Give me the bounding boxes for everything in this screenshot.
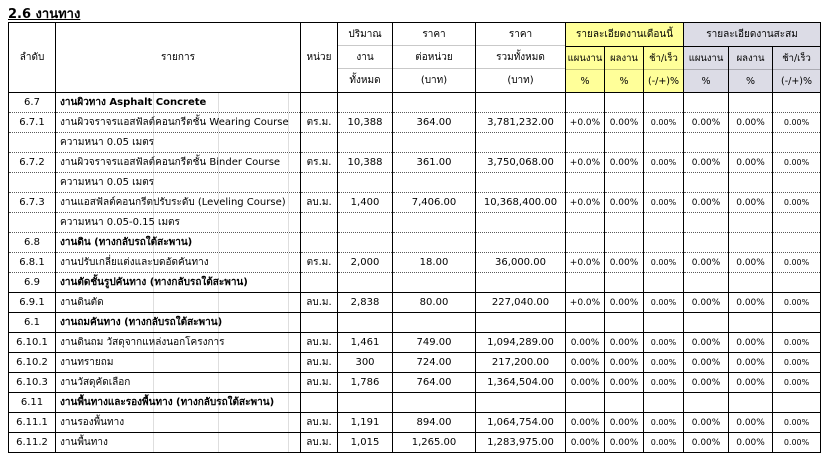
- table-row: [9, 433, 821, 453]
- cell-unit-price: 1,265.00: [393, 433, 476, 453]
- cell-item: งานดิน (ทางกลับรถใต้สะพาน): [56, 233, 301, 253]
- cell-monthly-variance-pct: 0.00%: [644, 293, 684, 313]
- cell-cumulative-actual-pct: [729, 133, 773, 153]
- cell-monthly-variance-pct: 0.00%: [644, 353, 684, 373]
- cell-unit-price: [393, 213, 476, 233]
- cell-no: [9, 133, 56, 153]
- header-monthly-variance: ช้า/เร็ว (-/+)%: [644, 47, 684, 93]
- header-unit-price: ราคา ต่อหน่วย (บาท): [393, 23, 476, 93]
- cell-unit-price: [393, 133, 476, 153]
- cell-cumulative-variance-pct: [773, 133, 821, 153]
- cell-unit-price: 894.00: [393, 413, 476, 433]
- cell-monthly-actual-pct: [605, 213, 644, 233]
- cell-cumulative-plan-pct: [684, 93, 729, 113]
- cell-unit: ตร.ม.: [301, 113, 338, 133]
- table-row: [9, 193, 821, 213]
- cell-item: ความหนา 0.05 เมตร: [56, 133, 301, 153]
- cell-unit: ลบ.ม.: [301, 293, 338, 313]
- cell-unit: [301, 133, 338, 153]
- cell-monthly-actual-pct: [605, 313, 644, 333]
- cell-monthly-plan-pct: [566, 233, 605, 253]
- cell-unit: [301, 173, 338, 193]
- cell-monthly-actual-pct: 0.00%: [605, 193, 644, 213]
- cell-cumulative-plan-pct: 0.00%: [684, 113, 729, 133]
- cell-monthly-actual-pct: [605, 173, 644, 193]
- cell-item: งานแอสฟัลต์คอนกรีตปรับระดับ (Leveling Course): [56, 193, 301, 213]
- cell-cumulative-plan-pct: 0.00%: [684, 193, 729, 213]
- cell-item: งานดินตัด: [56, 293, 301, 313]
- cell-total-price: [476, 173, 566, 193]
- cell-monthly-variance-pct: [644, 313, 684, 333]
- cell-cumulative-actual-pct: 0.00%: [729, 413, 773, 433]
- cell-unit-price: [393, 93, 476, 113]
- cell-no: 6.10.3: [9, 373, 56, 393]
- cell-cumulative-actual-pct: 0.00%: [729, 153, 773, 173]
- cell-unit-price: [393, 273, 476, 293]
- cell-item: งานตัดชั้นรูปคันทาง (ทางกลับรถใต้สะพาน): [56, 273, 301, 293]
- cell-item: งานพื้นทางและรองพื้นทาง (ทางกลับรถใต้สะพาน): [56, 393, 301, 413]
- cell-monthly-actual-pct: 0.00%: [605, 353, 644, 373]
- cell-cumulative-variance-pct: 0.00%: [773, 193, 821, 213]
- header-unit: หน่วย: [301, 23, 338, 93]
- cell-cumulative-actual-pct: [729, 313, 773, 333]
- cell-total-price: [476, 273, 566, 293]
- cell-quantity: 300: [338, 353, 393, 373]
- cell-monthly-variance-pct: [644, 133, 684, 153]
- cell-total-price: [476, 213, 566, 233]
- table-row: [9, 313, 821, 333]
- cell-cumulative-actual-pct: 0.00%: [729, 333, 773, 353]
- cell-no: [9, 213, 56, 233]
- cell-monthly-plan-pct: +0.0%: [566, 253, 605, 273]
- cell-item: งานทรายถม: [56, 353, 301, 373]
- cell-cumulative-variance-pct: 0.00%: [773, 413, 821, 433]
- cell-unit: ลบ.ม.: [301, 333, 338, 353]
- cell-cumulative-actual-pct: [729, 93, 773, 113]
- cell-cumulative-variance-pct: 0.00%: [773, 113, 821, 133]
- cell-monthly-actual-pct: 0.00%: [605, 153, 644, 173]
- cell-no: 6.9: [9, 273, 56, 293]
- work-progress-table: [8, 22, 821, 453]
- cell-unit-price: 18.00: [393, 253, 476, 273]
- cell-no: 6.7.1: [9, 113, 56, 133]
- cell-total-price: 217,200.00: [476, 353, 566, 373]
- cell-total-price: [476, 313, 566, 333]
- cell-monthly-variance-pct: 0.00%: [644, 193, 684, 213]
- cell-item: งานถมคันทาง (ทางกลับรถใต้สะพาน): [56, 313, 301, 333]
- cell-item: งานพื้นทาง: [56, 433, 301, 453]
- cell-unit-price: [393, 313, 476, 333]
- table-row: [9, 113, 821, 133]
- cell-item: ความหนา 0.05 เมตร: [56, 173, 301, 193]
- cell-item: งานรองพื้นทาง: [56, 413, 301, 433]
- cell-monthly-plan-pct: +0.0%: [566, 113, 605, 133]
- cell-monthly-variance-pct: 0.00%: [644, 413, 684, 433]
- cell-unit-price: [393, 393, 476, 413]
- cell-unit-price: 364.00: [393, 113, 476, 133]
- cell-no: [9, 173, 56, 193]
- cell-quantity: [338, 393, 393, 413]
- cell-unit: ลบ.ม.: [301, 193, 338, 213]
- header-monthly-actual: ผลงาน %: [605, 47, 644, 93]
- cell-cumulative-plan-pct: 0.00%: [684, 433, 729, 453]
- cell-cumulative-variance-pct: [773, 273, 821, 293]
- cell-monthly-actual-pct: 0.00%: [605, 413, 644, 433]
- header-cumulative-plan: แผนงาน %: [684, 47, 729, 93]
- cell-unit-price: [393, 173, 476, 193]
- table-row: [9, 153, 821, 173]
- cell-total-price: 3,781,232.00: [476, 113, 566, 133]
- cell-unit-price: 724.00: [393, 353, 476, 373]
- header-no: ลำดับ: [9, 23, 56, 93]
- cell-no: 6.11.2: [9, 433, 56, 453]
- cell-quantity: [338, 173, 393, 193]
- header-cumulative-variance: ช้า/เร็ว (-/+)%: [773, 47, 821, 93]
- cell-cumulative-variance-pct: 0.00%: [773, 153, 821, 173]
- cell-no: 6.8: [9, 233, 56, 253]
- cell-unit-price: 80.00: [393, 293, 476, 313]
- cell-unit: [301, 313, 338, 333]
- cell-no: 6.10.2: [9, 353, 56, 373]
- cell-monthly-actual-pct: [605, 133, 644, 153]
- cell-monthly-plan-pct: 0.00%: [566, 353, 605, 373]
- table-row: [9, 293, 821, 313]
- cell-monthly-actual-pct: 0.00%: [605, 333, 644, 353]
- cell-cumulative-variance-pct: 0.00%: [773, 433, 821, 453]
- cell-no: 6.9.1: [9, 293, 56, 313]
- header-cumulative-group: รายละเอียดงานสะสม: [684, 23, 821, 47]
- cell-quantity: [338, 213, 393, 233]
- cell-no: 6.7: [9, 93, 56, 113]
- cell-monthly-plan-pct: [566, 213, 605, 233]
- cell-monthly-variance-pct: 0.00%: [644, 373, 684, 393]
- cell-no: 6.11: [9, 393, 56, 413]
- cell-total-price: [476, 133, 566, 153]
- cell-monthly-plan-pct: +0.0%: [566, 193, 605, 213]
- cell-cumulative-variance-pct: 0.00%: [773, 333, 821, 353]
- cell-unit: [301, 93, 338, 113]
- cell-no: 6.7.2: [9, 153, 56, 173]
- cell-monthly-actual-pct: 0.00%: [605, 293, 644, 313]
- cell-cumulative-plan-pct: 0.00%: [684, 353, 729, 373]
- header-total-quantity: ปริมาณ งาน ทั้งหมด: [338, 23, 393, 93]
- cell-no: 6.8.1: [9, 253, 56, 273]
- table-row: [9, 213, 821, 233]
- cell-cumulative-actual-pct: [729, 213, 773, 233]
- cell-monthly-plan-pct: [566, 133, 605, 153]
- cell-item: งานผิวจราจรแอสฟัลต์คอนกรีตชั้น Wearing Course: [56, 113, 301, 133]
- cell-cumulative-variance-pct: 0.00%: [773, 353, 821, 373]
- cell-quantity: [338, 273, 393, 293]
- cell-unit: ลบ.ม.: [301, 433, 338, 453]
- header-monthly-plan: แผนงาน %: [566, 47, 605, 93]
- cell-cumulative-actual-pct: 0.00%: [729, 433, 773, 453]
- cell-cumulative-plan-pct: [684, 313, 729, 333]
- cell-unit-price: [393, 233, 476, 253]
- table-row: [9, 353, 821, 373]
- cell-cumulative-variance-pct: [773, 233, 821, 253]
- cell-monthly-variance-pct: [644, 173, 684, 193]
- cell-monthly-actual-pct: [605, 93, 644, 113]
- cell-no: 6.10.1: [9, 333, 56, 353]
- cell-quantity: 2,000: [338, 253, 393, 273]
- cell-item: งานผิวจราจรแอสฟัลต์คอนกรีตชั้น Binder Course: [56, 153, 301, 173]
- cell-cumulative-actual-pct: [729, 173, 773, 193]
- cell-quantity: 1,400: [338, 193, 393, 213]
- cell-cumulative-plan-pct: [684, 173, 729, 193]
- cell-unit: [301, 273, 338, 293]
- cell-total-price: [476, 93, 566, 113]
- table-row: [9, 333, 821, 353]
- cell-total-price: 1,283,975.00: [476, 433, 566, 453]
- cell-cumulative-variance-pct: [773, 393, 821, 413]
- cell-total-price: 10,368,400.00: [476, 193, 566, 213]
- section-title: 2.6 งานทาง: [8, 7, 81, 22]
- cell-total-price: 1,364,504.00: [476, 373, 566, 393]
- table-row: [9, 373, 821, 393]
- cell-monthly-plan-pct: [566, 173, 605, 193]
- cell-monthly-plan-pct: [566, 393, 605, 413]
- cell-no: 6.11.1: [9, 413, 56, 433]
- cell-monthly-actual-pct: 0.00%: [605, 113, 644, 133]
- cell-cumulative-actual-pct: 0.00%: [729, 253, 773, 273]
- table-row: [9, 273, 821, 293]
- cell-monthly-variance-pct: 0.00%: [644, 153, 684, 173]
- cell-total-price: [476, 233, 566, 253]
- cell-monthly-plan-pct: +0.0%: [566, 293, 605, 313]
- cell-cumulative-plan-pct: 0.00%: [684, 413, 729, 433]
- cell-cumulative-plan-pct: [684, 213, 729, 233]
- cell-unit-price: 749.00: [393, 333, 476, 353]
- cell-item: งานปรับเกลี่ยแต่งและบดอัดคันทาง: [56, 253, 301, 273]
- header-monthly-group: รายละเอียดงานเดือนนี้: [566, 23, 684, 47]
- cell-cumulative-variance-pct: 0.00%: [773, 253, 821, 273]
- cell-monthly-actual-pct: 0.00%: [605, 373, 644, 393]
- cell-quantity: [338, 93, 393, 113]
- cell-unit: [301, 213, 338, 233]
- cell-cumulative-actual-pct: 0.00%: [729, 373, 773, 393]
- cell-monthly-variance-pct: [644, 273, 684, 293]
- cell-monthly-actual-pct: [605, 233, 644, 253]
- table-row: [9, 413, 821, 433]
- cell-total-price: [476, 393, 566, 413]
- cell-cumulative-plan-pct: 0.00%: [684, 293, 729, 313]
- cell-item: งานผิวทาง Asphalt Concrete: [56, 93, 301, 113]
- cell-unit-price: 764.00: [393, 373, 476, 393]
- cell-monthly-plan-pct: [566, 273, 605, 293]
- cell-item: งานดินถม วัสดุจากแหล่งนอกโครงการ: [56, 333, 301, 353]
- cell-cumulative-actual-pct: [729, 233, 773, 253]
- cell-monthly-plan-pct: 0.00%: [566, 413, 605, 433]
- cell-monthly-plan-pct: 0.00%: [566, 433, 605, 453]
- cell-cumulative-plan-pct: 0.00%: [684, 333, 729, 353]
- table-row: [9, 93, 821, 113]
- cell-monthly-variance-pct: [644, 93, 684, 113]
- cell-cumulative-actual-pct: [729, 393, 773, 413]
- cell-monthly-variance-pct: 0.00%: [644, 333, 684, 353]
- cell-cumulative-variance-pct: [773, 93, 821, 113]
- header-cumulative-actual: ผลงาน %: [729, 47, 773, 93]
- cell-monthly-plan-pct: [566, 93, 605, 113]
- cell-item: งานวัสดุคัดเลือก: [56, 373, 301, 393]
- cell-total-price: 227,040.00: [476, 293, 566, 313]
- cell-cumulative-variance-pct: 0.00%: [773, 373, 821, 393]
- table-row: [9, 253, 821, 273]
- cell-quantity: [338, 313, 393, 333]
- cell-unit: ลบ.ม.: [301, 373, 338, 393]
- cell-monthly-plan-pct: 0.00%: [566, 333, 605, 353]
- cell-cumulative-actual-pct: 0.00%: [729, 293, 773, 313]
- cell-monthly-actual-pct: [605, 273, 644, 293]
- cell-unit-price: 361.00: [393, 153, 476, 173]
- cell-item: ความหนา 0.05-0.15 เมตร: [56, 213, 301, 233]
- header-item: รายการ: [56, 23, 301, 93]
- cell-unit: ตร.ม.: [301, 253, 338, 273]
- cell-monthly-actual-pct: [605, 393, 644, 413]
- cell-cumulative-plan-pct: [684, 133, 729, 153]
- cell-quantity: 1,191: [338, 413, 393, 433]
- cell-unit: [301, 393, 338, 413]
- cell-total-price: 1,094,289.00: [476, 333, 566, 353]
- cell-quantity: [338, 133, 393, 153]
- cell-quantity: 2,838: [338, 293, 393, 313]
- cell-unit: [301, 233, 338, 253]
- cell-monthly-actual-pct: 0.00%: [605, 253, 644, 273]
- cell-unit: ตร.ม.: [301, 153, 338, 173]
- cell-cumulative-variance-pct: [773, 313, 821, 333]
- cell-monthly-variance-pct: [644, 393, 684, 413]
- cell-unit: ลบ.ม.: [301, 413, 338, 433]
- cell-unit-price: 7,406.00: [393, 193, 476, 213]
- table-header: [9, 23, 821, 93]
- cell-cumulative-variance-pct: [773, 213, 821, 233]
- cell-cumulative-plan-pct: 0.00%: [684, 373, 729, 393]
- cell-monthly-variance-pct: 0.00%: [644, 253, 684, 273]
- cell-monthly-plan-pct: +0.0%: [566, 153, 605, 173]
- cell-monthly-actual-pct: 0.00%: [605, 433, 644, 453]
- cell-total-price: 3,750,068.00: [476, 153, 566, 173]
- table-row: [9, 393, 821, 413]
- cell-monthly-variance-pct: [644, 213, 684, 233]
- cell-cumulative-actual-pct: 0.00%: [729, 113, 773, 133]
- cell-cumulative-plan-pct: [684, 273, 729, 293]
- cell-monthly-plan-pct: 0.00%: [566, 373, 605, 393]
- cell-total-price: 36,000.00: [476, 253, 566, 273]
- cell-cumulative-variance-pct: 0.00%: [773, 293, 821, 313]
- cell-no: 6.1: [9, 313, 56, 333]
- table-body: [9, 93, 821, 453]
- cell-quantity: 10,388: [338, 113, 393, 133]
- cell-cumulative-plan-pct: [684, 393, 729, 413]
- cell-cumulative-actual-pct: 0.00%: [729, 193, 773, 213]
- cell-monthly-variance-pct: [644, 233, 684, 253]
- cell-monthly-variance-pct: 0.00%: [644, 113, 684, 133]
- table-row: [9, 133, 821, 153]
- cell-cumulative-plan-pct: 0.00%: [684, 253, 729, 273]
- cell-total-price: 1,064,754.00: [476, 413, 566, 433]
- table-row: [9, 233, 821, 253]
- cell-cumulative-actual-pct: 0.00%: [729, 353, 773, 373]
- cell-no: 6.7.3: [9, 193, 56, 213]
- cell-cumulative-actual-pct: [729, 273, 773, 293]
- cell-quantity: [338, 233, 393, 253]
- cell-monthly-variance-pct: 0.00%: [644, 433, 684, 453]
- cell-quantity: 1,461: [338, 333, 393, 353]
- cell-quantity: 1,786: [338, 373, 393, 393]
- cell-monthly-plan-pct: [566, 313, 605, 333]
- cell-cumulative-variance-pct: [773, 173, 821, 193]
- table-row: [9, 173, 821, 193]
- cell-cumulative-plan-pct: [684, 233, 729, 253]
- cell-quantity: 10,388: [338, 153, 393, 173]
- header-total-price: ราคา รวมทั้งหมด (บาท): [476, 23, 566, 93]
- cell-unit: ลบ.ม.: [301, 353, 338, 373]
- cell-quantity: 1,015: [338, 433, 393, 453]
- cell-cumulative-plan-pct: 0.00%: [684, 153, 729, 173]
